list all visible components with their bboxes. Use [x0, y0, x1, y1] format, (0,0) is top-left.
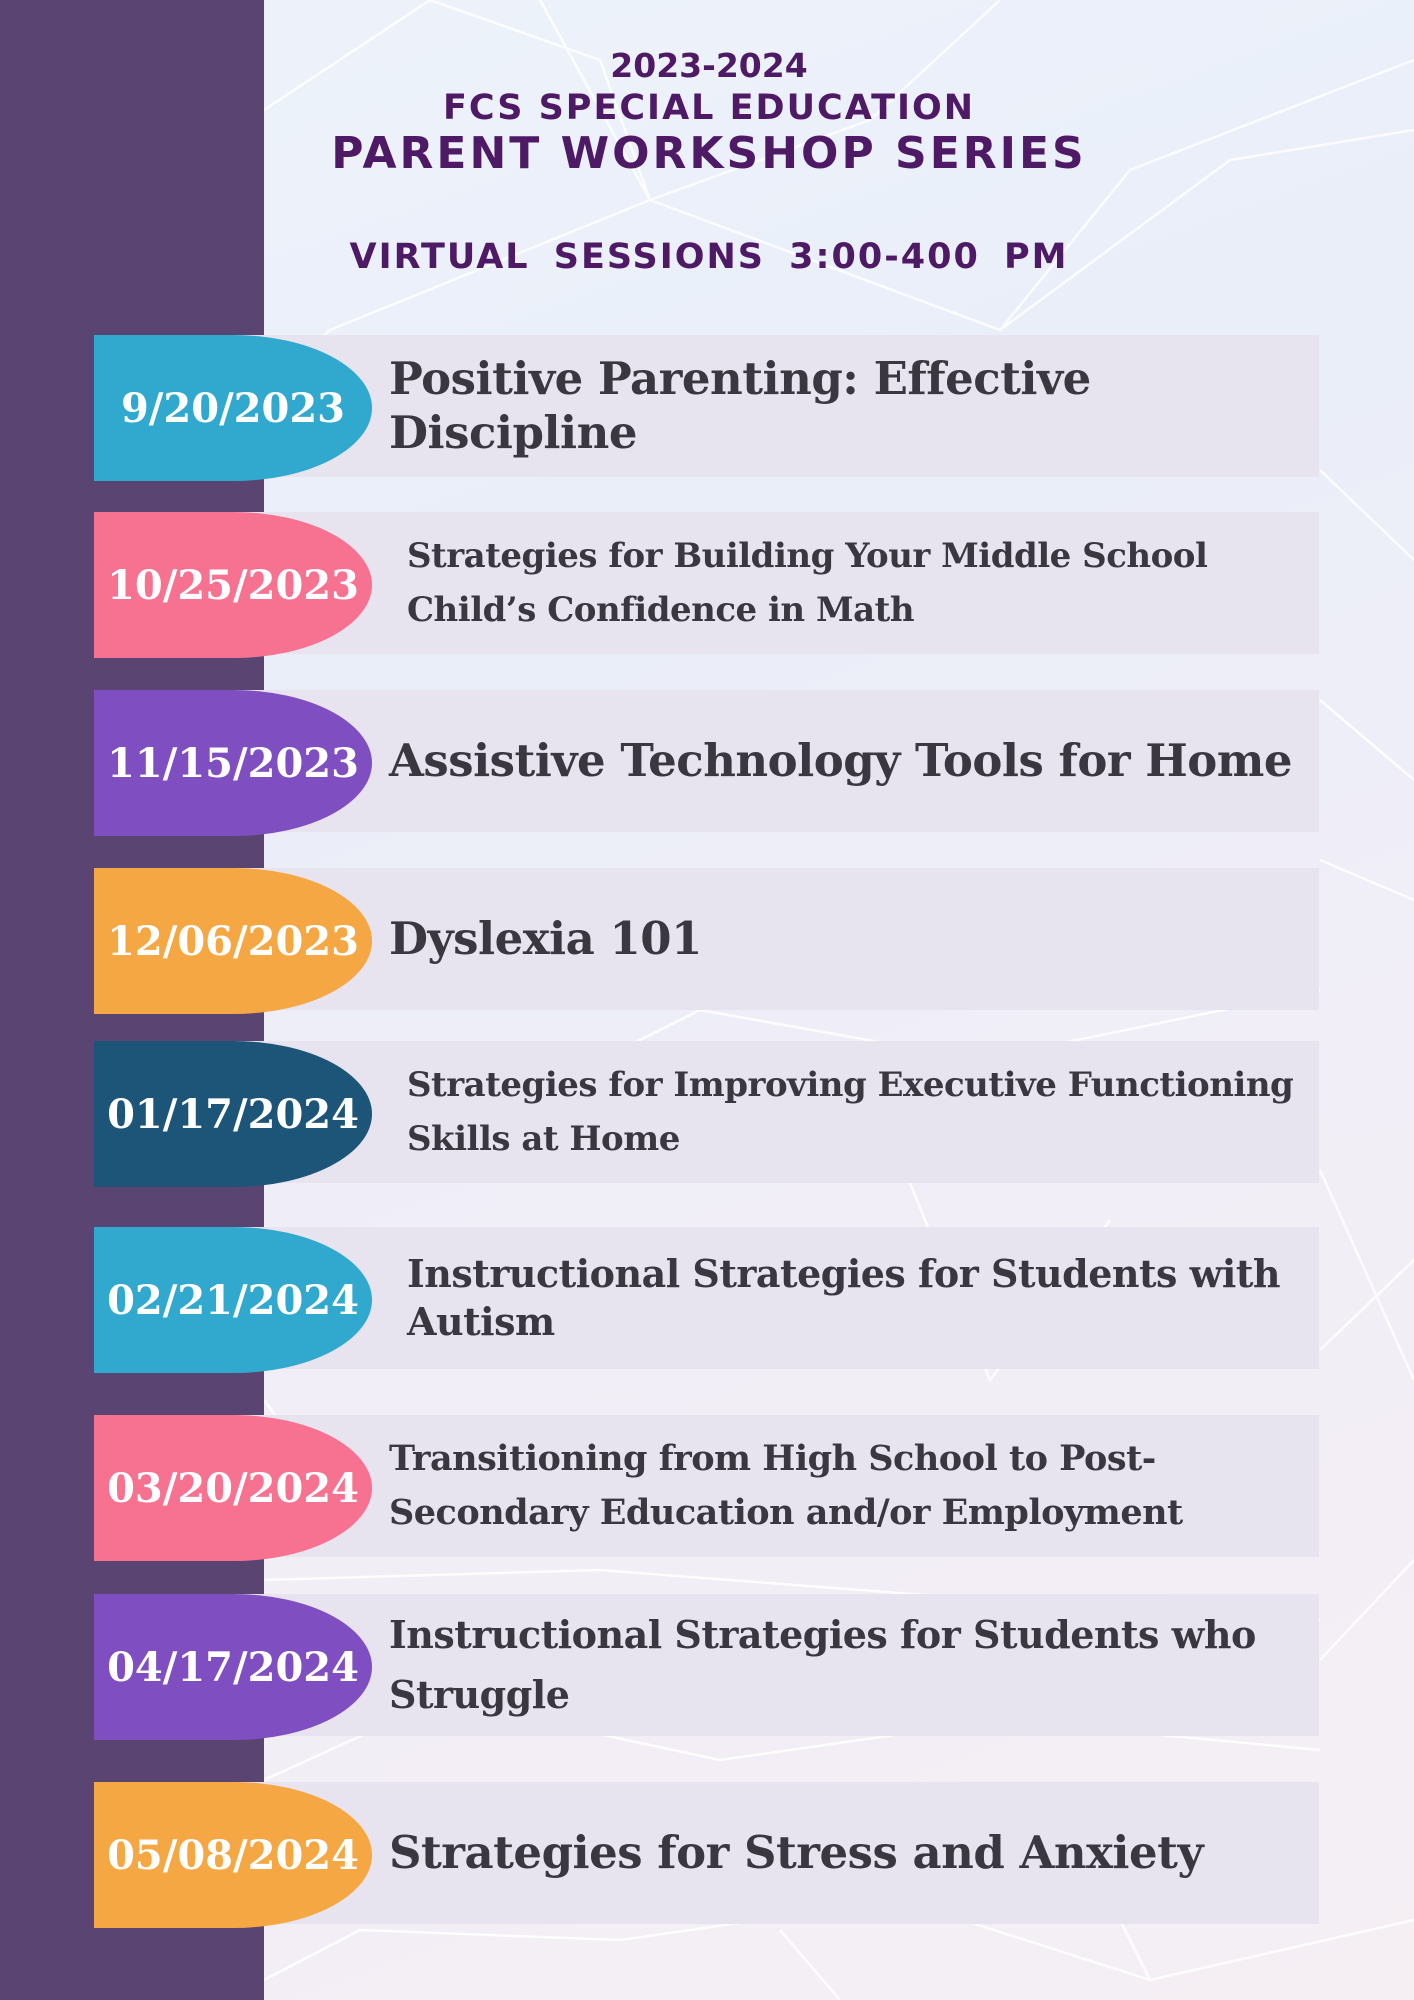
page-title: PARENT WORKSHOP SERIES	[331, 128, 1087, 179]
workshop-row	[94, 868, 1319, 1012]
workshop-topic: Instructional Strategies for Students with Autism	[407, 1251, 1281, 1344]
workshop-topic: Strategies for Improving Executive Functioning Skills at Home	[407, 1065, 1294, 1159]
workshop-date-badge: 02/21/2024	[94, 1227, 372, 1373]
workshop-date-badge: 11/15/2023	[94, 690, 372, 836]
workshop-topic: Strategies for Building Your Middle School Child’s Confidence in Math	[407, 536, 1208, 630]
workshop-row	[94, 1594, 1319, 1738]
workshop-date-badge: 04/17/2024	[94, 1594, 372, 1740]
workshop-row	[94, 1041, 1319, 1185]
session-time: VIRTUAL SESSIONS 3:00-400 PM	[349, 237, 1069, 277]
workshop-row	[94, 1227, 1319, 1371]
workshop-topic: Positive Parenting: Effective Discipline	[389, 352, 1091, 459]
workshop-topic: Transitioning from High School to Post-Secondary Education and/or Employment	[389, 1438, 1183, 1533]
workshop-row	[94, 335, 1319, 479]
workshop-topic: Instructional Strategies for Students who Struggle	[389, 1612, 1256, 1717]
workshop-row	[94, 690, 1319, 834]
workshop-row	[94, 512, 1319, 656]
workshop-date-badge: 05/08/2024	[94, 1782, 372, 1928]
workshop-date-badge: 10/25/2023	[94, 512, 372, 658]
workshop-date-badge: 12/06/2023	[94, 868, 372, 1014]
workshop-topic: Strategies for Stress and Anxiety	[389, 1826, 1204, 1879]
workshop-row	[94, 1415, 1319, 1559]
workshop-date-badge: 01/17/2024	[94, 1041, 372, 1187]
workshop-row	[94, 1782, 1319, 1926]
workshop-topic: Dyslexia 101	[389, 912, 702, 965]
workshop-date-badge: 03/20/2024	[94, 1415, 372, 1561]
header-department: FCS SPECIAL EDUCATION	[442, 88, 976, 128]
workshop-date-badge: 9/20/2023	[94, 335, 372, 481]
header-year: 2023-2024	[610, 46, 808, 85]
workshop-topic: Assistive Technology Tools for Home	[389, 734, 1293, 787]
